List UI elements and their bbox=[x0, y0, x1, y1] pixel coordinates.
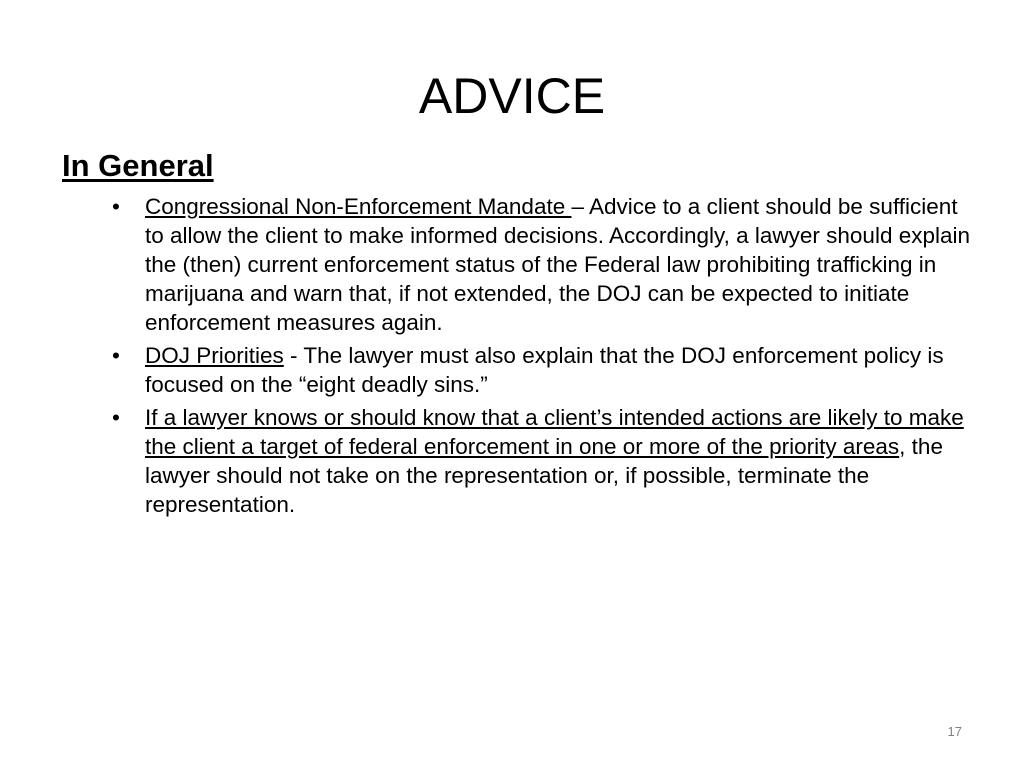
bullet-underlined-text: Congressional Non-Enforcement Mandate bbox=[145, 194, 572, 219]
bullet-item-lawyer-knows bbox=[110, 403, 970, 519]
bullet-underlined-text: If a lawyer knows or should know that a client’s intended actions are likely to make the client a target of federal enforcement in one or more of the priority areas bbox=[145, 405, 964, 459]
bullet-underlined-text: DOJ Priorities bbox=[145, 343, 284, 368]
bullet-item-congressional-mandate bbox=[110, 192, 970, 337]
section-heading: In General bbox=[62, 148, 214, 183]
bullet-item-doj-priorities bbox=[110, 341, 970, 399]
bullet-text: - The lawyer must also explain that the DOJ enforcement policy is focused on the “eight deadly sins.” bbox=[145, 343, 944, 397]
slide-title: ADVICE bbox=[418, 68, 606, 124]
bullet-text: – Advice to a client should be sufficient to allow the client to make informed decisions. Accordingly, a lawyer should explain the (then) current enforcement status of the Federal law prohibiting trafficking in marijuana and warn that, if not extended, the DOJ can be expected to initiate enforcement measures again. bbox=[145, 194, 971, 335]
bullet-icon: • bbox=[112, 194, 120, 219]
page-number: 17 bbox=[947, 724, 962, 739]
bullet-text: , the lawyer should not take on the representation or, if possible, terminate the representation. bbox=[145, 434, 943, 517]
bullet-icon: • bbox=[112, 405, 120, 430]
bullet-icon: • bbox=[112, 343, 120, 368]
bullet-list bbox=[110, 192, 970, 523]
